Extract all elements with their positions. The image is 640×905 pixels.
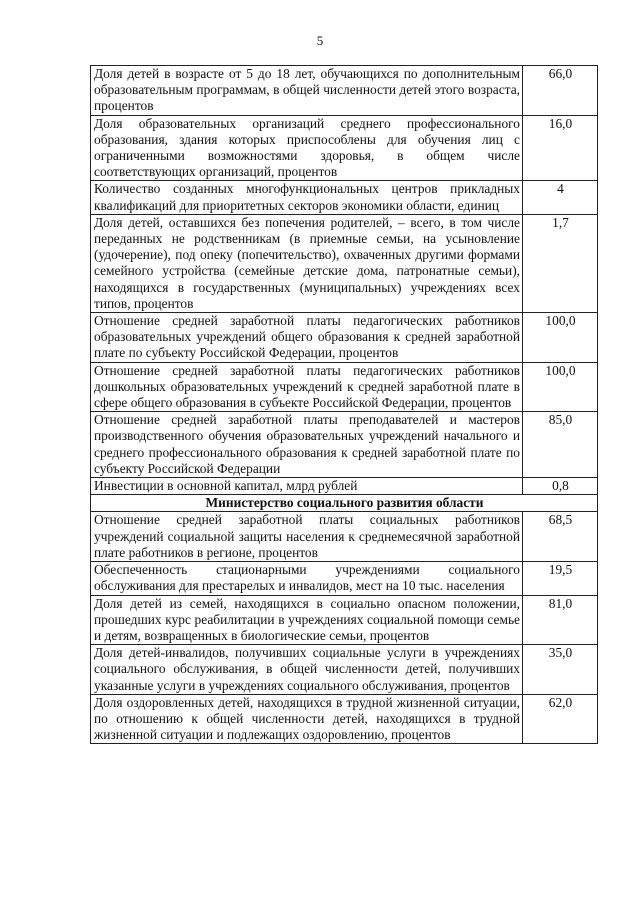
indicator-label: Отношение средней заработной платы социальных работников учреждений социальной защиты населения к среднемесячной заработной плате работников в регионе, процентов bbox=[91, 512, 523, 562]
indicator-value: 1,7 bbox=[523, 214, 598, 312]
section-title: Министерство социального развития области bbox=[91, 495, 598, 512]
indicator-label: Доля детей, оставшихся без попечения родителей, – всего, в том числе переданных не родственникам (в приемные семьи, на усыновление (удочерение), под опеку (попечительство), охваченных другими формами семейного устройства (семейные детские дома, патронатные семьи), находящихся в государственных (муниципальных) учреждениях всех типов, процентов bbox=[91, 214, 523, 312]
table-row bbox=[91, 645, 598, 695]
table-row bbox=[91, 512, 598, 562]
table-row bbox=[91, 115, 598, 181]
indicator-value: 16,0 bbox=[523, 115, 598, 181]
indicator-value: 100,0 bbox=[523, 313, 598, 363]
table-row bbox=[91, 412, 598, 478]
indicator-label: Доля детей в возрасте от 5 до 18 лет, обучающихся по дополнительным образовательным программам, в общей численности детей этого возраста, процентов bbox=[91, 66, 523, 116]
indicator-value: 19,5 bbox=[523, 562, 598, 595]
indicator-value: 62,0 bbox=[523, 694, 598, 744]
indicator-value: 35,0 bbox=[523, 645, 598, 695]
indicators-table bbox=[90, 65, 598, 744]
indicator-label: Количество созданных многофункциональных центров прикладных квалификаций для приоритетных секторов экономики области, единиц bbox=[91, 181, 523, 214]
indicator-label: Доля оздоровленных детей, находящихся в трудной жизненной ситуации, по отношению к общей численности детей, находящихся в трудной жизненной ситуации и подлежащих оздоровлению, процентов bbox=[91, 694, 523, 744]
indicator-label: Обеспеченность стационарными учреждениями социального обслуживания для престарелых и инвалидов, мест на 10 тыс. населения bbox=[91, 562, 523, 595]
indicator-value: 4 bbox=[523, 181, 598, 214]
table-row bbox=[91, 562, 598, 595]
table-row bbox=[91, 362, 598, 412]
table-row bbox=[91, 214, 598, 312]
indicator-value: 100,0 bbox=[523, 362, 598, 412]
indicator-label: Отношение средней заработной платы преподавателей и мастеров производственного обучения образовательных учреждений начального и среднего профессионального образования к средней заработной плате по субъекту Российской Федерации bbox=[91, 412, 523, 478]
table-row bbox=[91, 595, 598, 645]
indicator-value: 81,0 bbox=[523, 595, 598, 645]
table-row bbox=[91, 66, 598, 116]
section-row bbox=[91, 495, 598, 512]
indicator-value: 68,5 bbox=[523, 512, 598, 562]
indicator-value: 66,0 bbox=[523, 66, 598, 116]
page-number: 5 bbox=[316, 33, 324, 48]
indicator-label: Инвестиции в основной капитал, млрд рублей bbox=[91, 478, 523, 495]
indicator-label: Доля детей из семей, находящихся в социально опасном положении, прошедших курс реабилитации в учреждениях социальной помощи семье и детям, возвращенных в биологические семьи, процентов bbox=[91, 595, 523, 645]
indicator-label: Доля образовательных организаций среднего профессионального образования, здания которых приспособлены для обучения лиц с ограниченными возможностями здоровья, в общем числе соответствующих организаций, процентов bbox=[91, 115, 523, 181]
indicator-value: 85,0 bbox=[523, 412, 598, 478]
table-row bbox=[91, 694, 598, 744]
indicator-label: Отношение средней заработной платы педагогических работников образовательных учреждений общего образования к средней заработной плате по субъекту Российской Федерации, процентов bbox=[91, 313, 523, 363]
table-row bbox=[91, 478, 598, 495]
indicator-label: Доля детей-инвалидов, получивших социальные услуги в учреждениях социального обслуживания, в общей численности детей, получивших указанные услуги в учреждениях социального обслуживания, процентов bbox=[91, 645, 523, 695]
table-row bbox=[91, 181, 598, 214]
indicator-value: 0,8 bbox=[523, 478, 598, 495]
table-row bbox=[91, 313, 598, 363]
indicator-label: Отношение средней заработной платы педагогических работников дошкольных образовательных учреждений к средней заработной плате в сфере общего образования в субъекте Российской Федерации, процентов bbox=[91, 362, 523, 412]
